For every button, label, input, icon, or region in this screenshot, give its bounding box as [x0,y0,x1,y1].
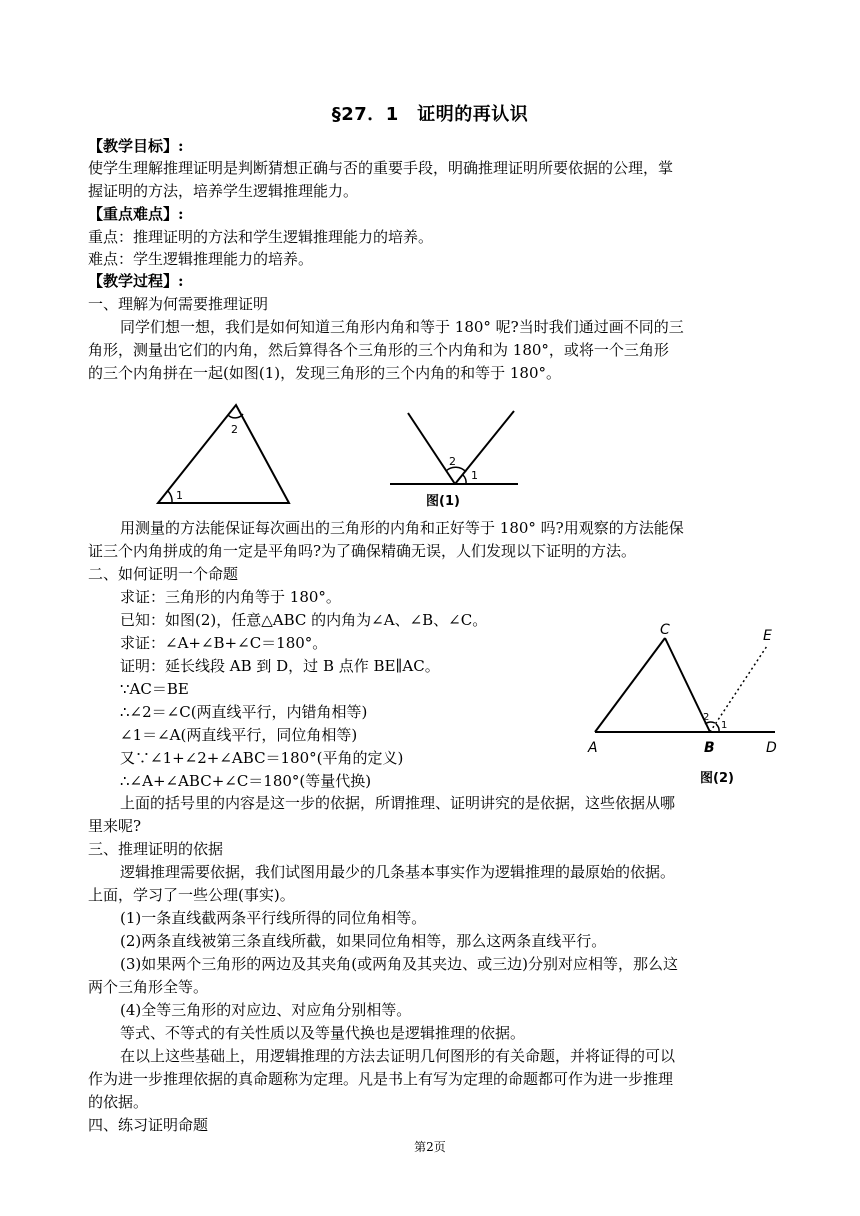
angle-label: 2 [449,455,456,468]
ray [408,413,455,484]
point-label-c: C [660,622,670,638]
proof-line: ∠1＝∠A(两直线平行，同位角相等) [120,726,358,744]
angle-label-2: 2 [703,712,710,723]
angle-label: 1 [471,469,478,482]
figure-caption: 图(1) [426,494,460,509]
figure-2 [585,620,785,790]
process-heading: 【教学过程】: [88,272,184,290]
point-label-b: B [704,740,715,756]
angle-label: 2 [231,423,238,436]
dotted-ray-be [710,646,767,732]
proof-line: ∴∠2＝∠C(两直线平行，内错角相等) [120,703,368,721]
page-number: 第2页 [414,1140,446,1154]
paragraph-line: 上面的括号里的内容是这一步的依据，所谓推理、证明讲究的是依据，这些依据从哪 [120,794,676,812]
paragraph-line: 同学们想一想，我们是如何知道三角形内角和等于 180° 呢?当时我们通过画不同的三 [120,318,684,336]
point-label-a: A [588,740,598,756]
angle-arc [716,724,719,732]
segment-ac [595,638,665,732]
section-heading: 二、如何证明一个命题 [88,565,239,583]
axiom-item: (4)全等三角形的对应边、对应角分别相等。 [120,1001,412,1019]
point-label-e: E [763,628,772,644]
angle-label-1: 1 [721,720,728,731]
paragraph-line: 在以上这些基础上，用逻辑推理的方法去证明几何图形的有关命题，并将证得的可以 [120,1047,676,1065]
paragraph-line: 的三个内角拼在一起(如图(1)，发现三角形的三个内角的和等于 180°。 [88,364,562,382]
section-heading: 三、推理证明的依据 [88,840,224,858]
paragraph-line: 证三个内角拼成的角一定是平角吗?为了确保精确无误，人们发现以下证明的方法。 [88,542,637,560]
angle-label: 1 [176,489,183,502]
paragraph-line: 逻辑推理需要依据，我们试图用最少的几条基本事实作为逻辑推理的最原始的依据。 [120,863,676,881]
objectives-text-line: 使学生理解推理证明是判断猜想正确与否的重要手段，明确推理证明所要依据的公理，掌 [88,159,674,177]
figure-caption: 图(2) [700,771,734,786]
paragraph-line: 里来呢? [88,817,142,835]
paragraph-line: 上面，学习了一些公理(事实)。 [88,886,295,904]
angle-arc [463,475,466,484]
key-points-heading: 【重点难点】: [88,205,184,223]
angle-arc [168,491,172,503]
paragraph-line: 作为进一步推理依据的真命题称为定理。凡是书上有写为定理的命题都可作为进一步推理 [88,1070,674,1088]
proof-line: ∵AC＝BE [120,680,189,698]
figure-1 [150,395,530,510]
ray [455,411,514,484]
page-title: §27．1 证明的再认识 [331,104,529,125]
axiom-item: 两个三角形全等。 [88,978,209,996]
paragraph-line: 用测量的方法能保证每次画出的三角形的内角和正好等于 180° 吗?用观察的方法能保 [120,519,684,537]
objectives-text-line: 握证明的方法，培养学生逻辑推理能力。 [88,182,359,200]
objectives-heading: 【教学目标】: [88,137,184,155]
key-point-text: 重点：推理证明的方法和学生逻辑推理能力的培养。 [88,228,434,246]
section-heading: 四、练习证明命题 [88,1116,209,1134]
paragraph-line: 角形，测量出它们的内角，然后算得各个三角形的三个内角和为 180°，或将一个三角形 [88,341,669,359]
difficult-point-text: 难点：学生逻辑推理能力的培养。 [88,250,314,268]
paragraph-line: 的依据。 [88,1093,149,1111]
proof-line: ∴∠A+∠ABC+∠C＝180°(等量代换) [120,772,372,790]
point-label-d: D [766,740,777,756]
section-heading: 一、理解为何需要推理证明 [88,295,269,313]
proof-line: 已知：如图(2)，任意△ABC 的内角为∠A、∠B、∠C。 [120,611,488,629]
proof-line: 求证：∠A+∠B+∠C＝180°。 [120,634,328,652]
proof-line: 求证：三角形的内角等于 180°。 [120,588,341,606]
paragraph-line: 等式、不等式的有关性质以及等量代换也是逻辑推理的依据。 [120,1024,526,1042]
proof-line: 又∵∠1+∠2+∠ABC＝180°(平角的定义) [120,749,404,767]
axiom-item: (1)一条直线截两条平行线所得的同位角相等。 [120,909,427,927]
axiom-item: (2)两条直线被第三条直线所截，如果同位角相等，那么这两条直线平行。 [120,932,607,950]
axiom-item: (3)如果两个三角形的两边及其夹角(或两角及其夹边、或三边)分别对应相等，那么这 [120,955,678,973]
proof-line: 证明：延长线段 AB 到 D，过 B 点作 BE∥AC。 [120,657,440,675]
